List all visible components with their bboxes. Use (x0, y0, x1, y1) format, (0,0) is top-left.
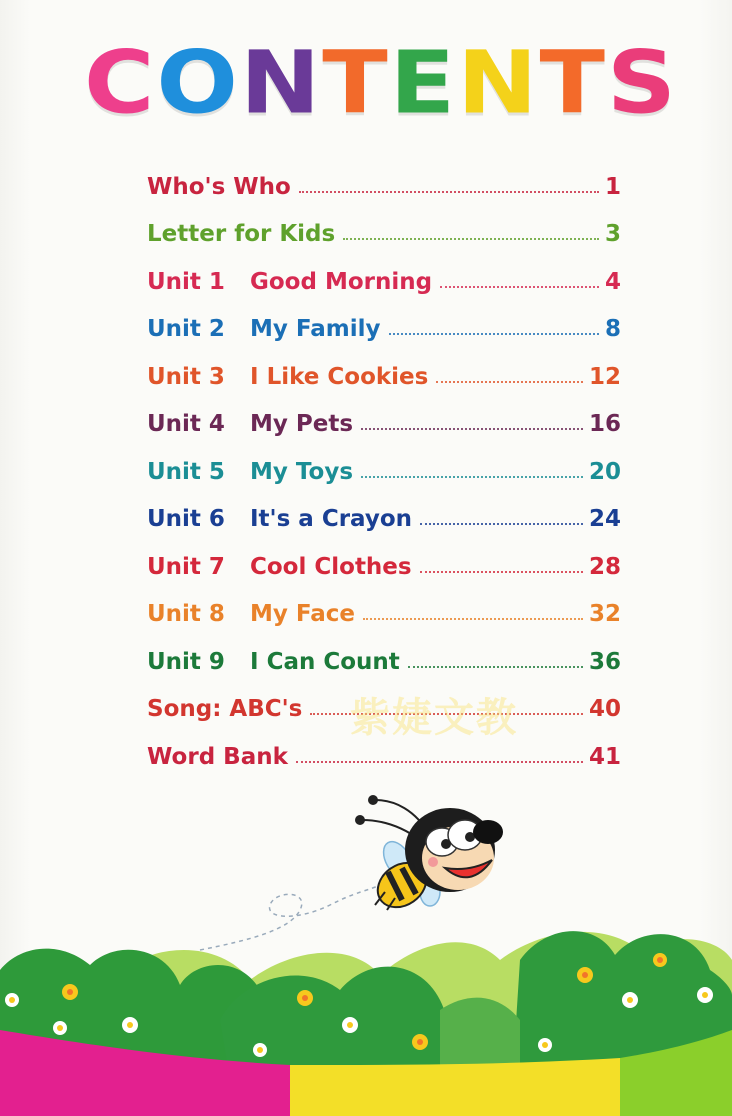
toc-title: My Pets (250, 411, 354, 438)
toc-unit-label: Unit 3 (147, 363, 225, 390)
toc-page-number: 1 (604, 173, 621, 200)
toc-title: Cool Clothes (250, 553, 412, 580)
dot-leader (361, 476, 583, 478)
toc-entry (147, 353, 621, 401)
dot-leader (363, 618, 583, 620)
toc-unit-label: Unit 5 (147, 458, 225, 485)
toc-page-number: 3 (604, 221, 621, 248)
title-letter: C (84, 32, 153, 134)
title-letter: E (389, 32, 454, 134)
toc-page-number: 36 (588, 648, 621, 675)
toc-unit-label: Unit 2 (147, 316, 225, 343)
toc-unit-label: Unit 4 (147, 411, 225, 438)
toc-entry (147, 211, 621, 259)
toc-page-number: 40 (588, 696, 621, 723)
toc-title: I Like Cookies (250, 363, 429, 390)
toc-page-number: 41 (588, 743, 621, 770)
toc-entry (147, 163, 621, 211)
toc-page-number: 12 (588, 363, 621, 390)
toc-title: Who's Who (147, 173, 291, 200)
title-letter: T (322, 32, 386, 134)
toc-entry (147, 306, 621, 354)
toc-entry (147, 638, 621, 686)
toc-page-number: 4 (604, 268, 621, 295)
toc-title: My Family (250, 316, 381, 343)
toc-unit-label: Unit 7 (147, 553, 225, 580)
dot-leader (343, 238, 599, 240)
toc-page-number: 20 (588, 458, 621, 485)
toc-title: It's a Crayon (250, 506, 413, 533)
dot-leader (408, 666, 583, 668)
toc-entry (147, 258, 621, 306)
title-letter: N (239, 32, 319, 134)
dot-leader (420, 571, 583, 573)
toc-entry (147, 401, 621, 449)
toc-title: I Can Count (250, 648, 400, 675)
toc-unit-label: Unit 9 (147, 648, 225, 675)
toc-title: My Toys (250, 458, 354, 485)
toc-unit-label: Unit 8 (147, 601, 225, 628)
toc-title: Letter for Kids (147, 221, 336, 248)
toc-title: Word Bank (147, 743, 288, 770)
toc-title: Good Morning (250, 268, 433, 295)
garden-illustration (0, 900, 732, 1116)
title-letter: O (156, 32, 236, 134)
toc-entry (147, 543, 621, 591)
toc-unit-label: Unit 1 (147, 268, 225, 295)
toc-unit-label: Unit 6 (147, 506, 225, 533)
dot-leader (420, 523, 583, 525)
dot-leader (361, 428, 583, 430)
title-letter: S (606, 32, 674, 134)
dot-leader (440, 286, 599, 288)
toc-page-number: 16 (588, 411, 621, 438)
toc-entry (147, 496, 621, 544)
dot-leader (299, 191, 599, 193)
dot-leader (296, 761, 583, 763)
contents-title (84, 32, 674, 134)
title-letter: N (457, 32, 536, 134)
toc-page-number: 28 (588, 553, 621, 580)
dot-leader (389, 333, 599, 335)
title-letter: T (539, 32, 603, 134)
toc-title: My Face (250, 601, 356, 628)
toc-title: Song: ABC's (147, 696, 303, 723)
dot-leader (436, 381, 583, 383)
watermark: 紫婕文教 (350, 695, 518, 741)
toc-page-number: 8 (604, 316, 621, 343)
toc-entry (147, 448, 621, 496)
toc-entry (147, 591, 621, 639)
toc-page-number: 32 (588, 601, 621, 628)
toc-page-number: 24 (588, 506, 621, 533)
